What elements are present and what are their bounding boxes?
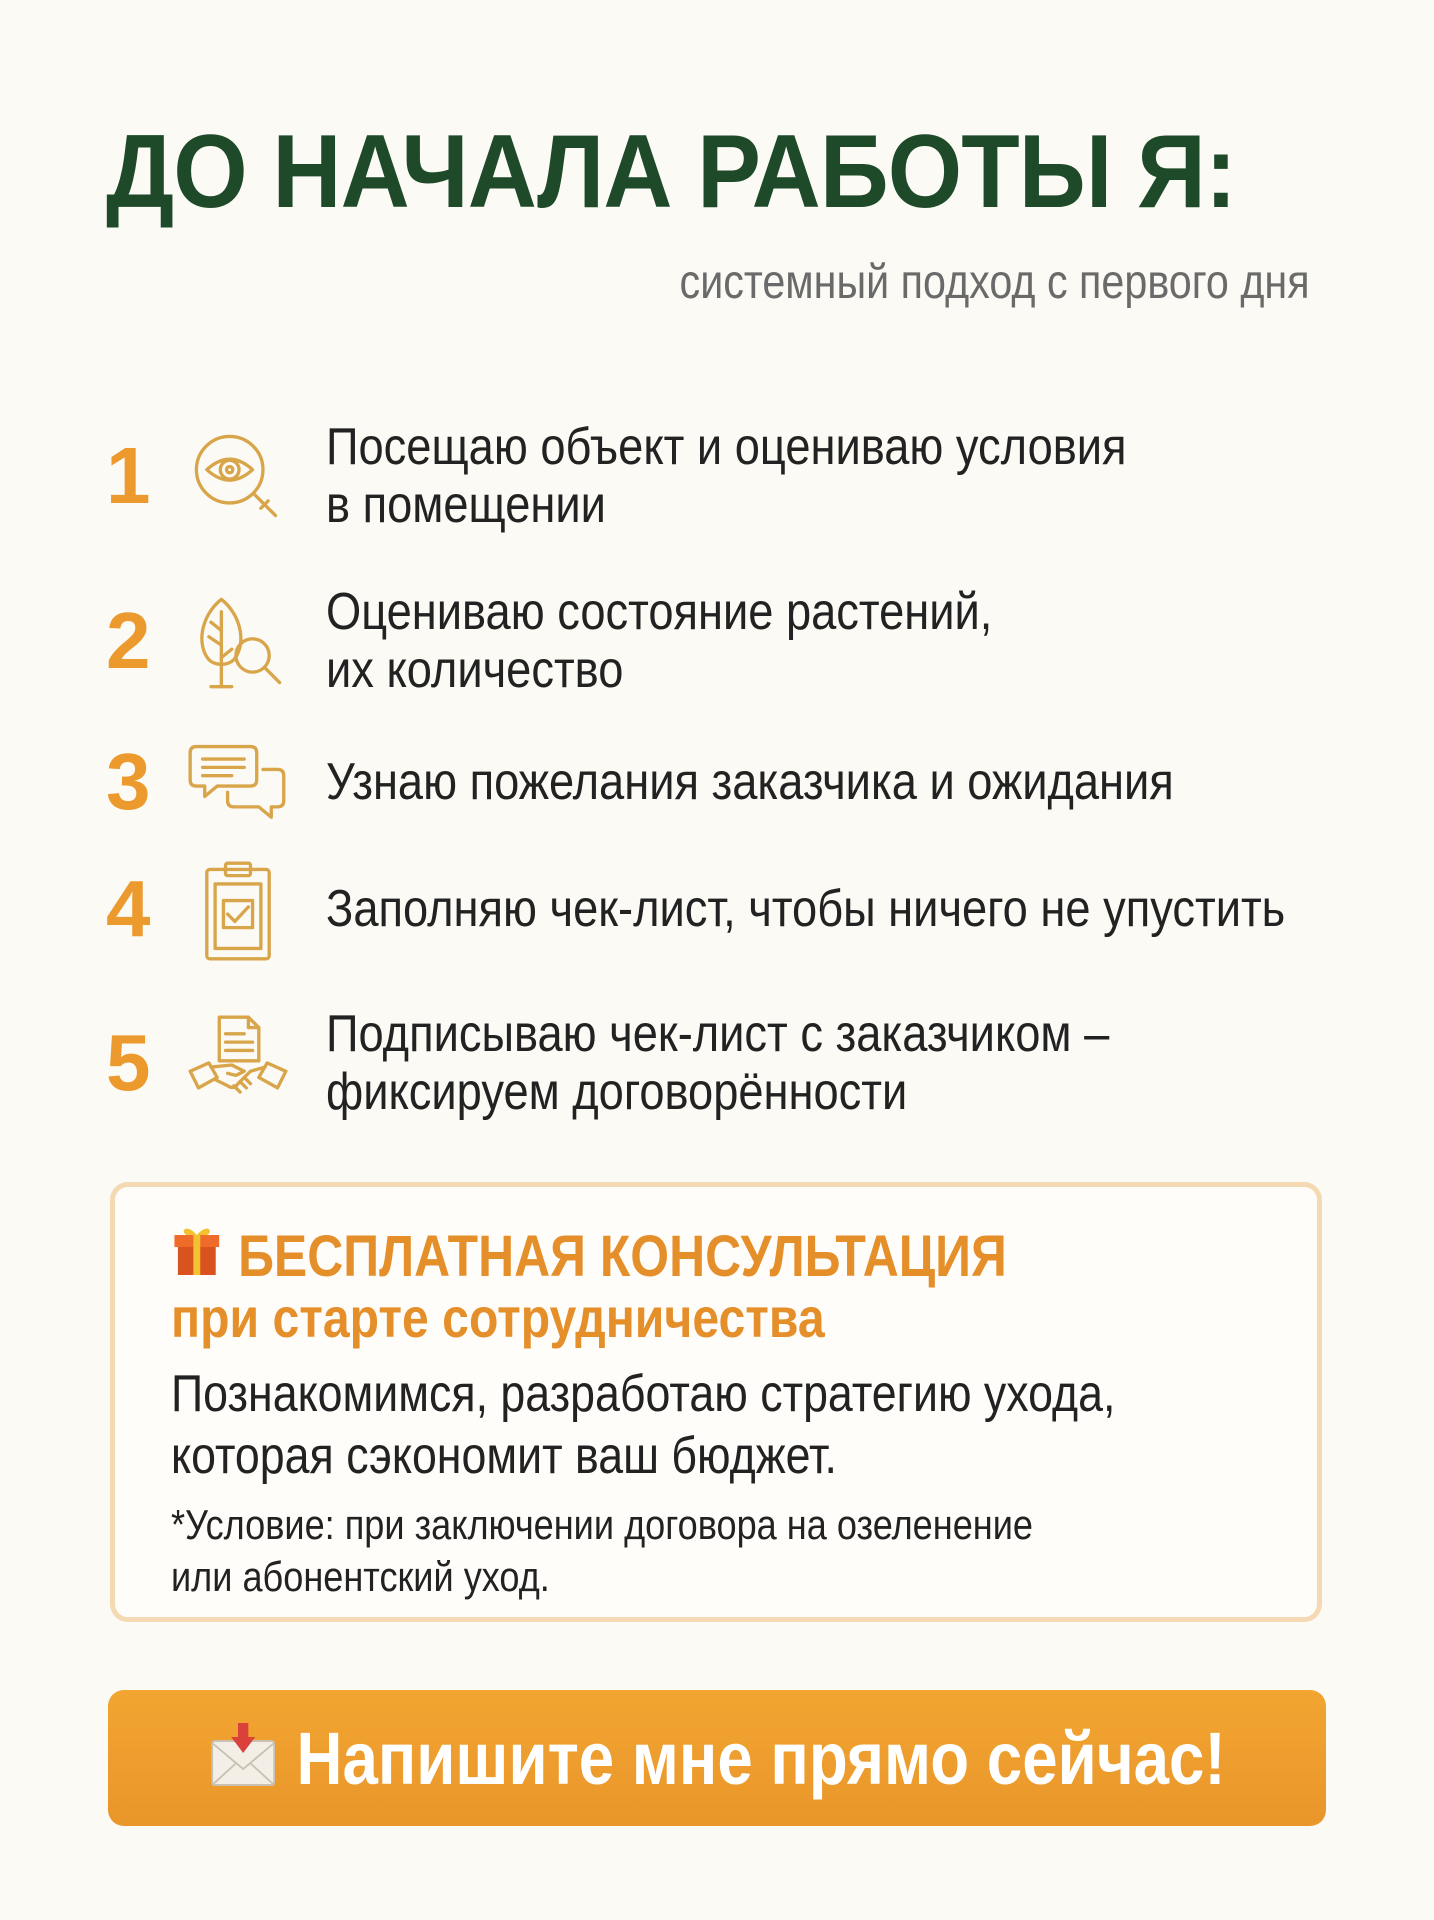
promo-title [171,1219,1007,1293]
page-title: ДО НАЧАЛА РАБОТЫ Я: [106,114,1236,230]
step-text-line: их количество [326,641,624,699]
promo-subtitle: при старте сотрудничества [171,1286,825,1349]
step-text [326,849,1285,969]
step-5 [0,1003,1434,1123]
step-2 [0,581,1434,701]
promo-body [171,1363,1115,1487]
promo-body-line: которая сэкономит ваш бюджет. [171,1427,837,1485]
clipboard-check-icon [186,859,290,963]
step-text [326,581,992,701]
step-text-line: Подписываю чек-лист с заказчиком – [326,1005,1110,1063]
step-number: 5 [106,1018,151,1107]
gift-icon [171,1219,223,1293]
step-1 [0,416,1434,536]
promo-note [171,1499,1033,1603]
step-number: 1 [106,431,151,520]
step-number: 3 [106,737,151,826]
envelope-icon [209,1723,278,1794]
step-text-line: Посещаю объект и оцениваю условия [326,418,1127,476]
leaf-magnifier-icon [186,591,290,695]
promo-title-text: БЕСПЛАТНАЯ КОНСУЛЬТАЦИЯ [238,1223,1007,1289]
promo-note-line: или абонентский уход. [171,1553,550,1600]
eye-magnifier-icon [186,426,290,530]
step-text-line: фиксируем договорённости [326,1063,908,1121]
step-text [326,722,1174,842]
step-text [326,416,1127,536]
contact-cta-button[interactable] [108,1690,1326,1826]
step-number: 2 [106,596,151,685]
page-subtitle: системный подход с первого дня [679,256,1310,309]
chat-bubbles-icon [186,732,290,836]
cta-label: Напишите мне прямо сейчас! [296,1716,1226,1800]
promo-body-line: Познакомимся, разработаю стратегию ухода, [171,1365,1116,1423]
step-4 [0,849,1434,969]
handshake-document-icon [186,1013,290,1117]
step-text-line: Оцениваю состояние растений, [326,583,993,641]
promo-note-line: *Условие: при заключении договора на озеленение [171,1501,1034,1548]
step-text-line: в помещении [326,476,606,534]
step-text [326,1003,1109,1123]
step-3 [0,722,1434,842]
step-text-line: Узнаю пожелания заказчика и ожидания [326,753,1174,811]
cta-content [209,1716,1226,1801]
step-number: 4 [106,864,151,953]
promo-card [110,1182,1322,1622]
step-text-line: Заполняю чек-лист, чтобы ничего не упустить [326,880,1286,938]
